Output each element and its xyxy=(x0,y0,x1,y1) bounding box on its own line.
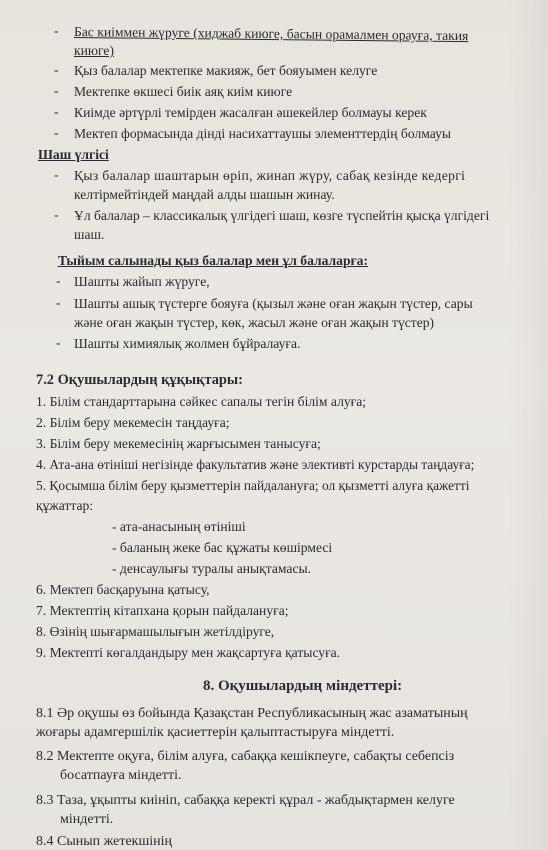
uniform-item-2: Қыз балалар мектепке макияж, бет бояуымен келуге xyxy=(74,63,378,78)
duties-item-1: 8.1 Әр оқушы өз бойында Қазақстан Республикасының жас азаматының xyxy=(36,706,468,721)
duties-item-1-cont: жоғары адамгершілік қасиеттерін қалыптастыруға міндетті. xyxy=(36,725,395,740)
rights-item-8: 8. Өзінің шығармашылығын жетілдіруге, xyxy=(36,624,275,639)
bullet-dash: - xyxy=(54,104,59,119)
rights-item-5-cont: құжаттар: xyxy=(36,498,94,513)
forbidden-item-1: Шашты жайып жүруге, xyxy=(74,274,210,289)
duties-item-3: 8.3 Таза, ұқыпты киініп, сабаққа керекті құрал - жабдықтармен келуге xyxy=(36,793,455,808)
bullet-dash: - xyxy=(54,83,59,98)
forbidden-item-3: Шашты химиялық жолмен бұйралауға. xyxy=(74,336,301,351)
duties-item-2-cont: босатпауға міндетті. xyxy=(60,768,182,783)
forbidden-heading: Тыйым салынады қыз балалар мен ұл балаларға: xyxy=(58,253,369,268)
uniform-item-1-cont: киюге) xyxy=(74,43,114,58)
hair-item-1-cont: келтірмейтіндей маңдай алды шашын жинау. xyxy=(74,187,335,202)
bullet-dash: - xyxy=(54,62,59,77)
bullet-dash: - xyxy=(54,167,59,182)
rights-item-6: 6. Мектеп басқаруына қатысу, xyxy=(36,582,210,597)
rights-item-3: 3. Білім беру мекемесінің жарғысымен танысуға; xyxy=(36,436,321,451)
rights-item-1: 1. Білім стандарттарына сәйкес сапалы тегін білім алуға; xyxy=(36,394,367,409)
bullet-dash: - xyxy=(56,295,61,310)
uniform-item-1: Бас киіммен жүруге (хиджаб киюге, басын орамалмен орауға, такия xyxy=(73,24,469,44)
uniform-item-5: Мектеп формасында дінді насихаттаушы элементтердің болмауы xyxy=(74,126,452,141)
rights-item-2: 2. Білім беру мекемесін таңдауға; xyxy=(36,415,230,430)
duties-item-3-cont: міндетті. xyxy=(60,812,114,827)
bullet-dash: - xyxy=(54,207,59,222)
forbidden-item-2-cont: және оған жақын түстер, көк, жасыл және оған жақын түстер) xyxy=(74,315,435,330)
hair-item-2: Ұл балалар – классикалық үлгідегі шаш, көзге түспейтін қысқа үлгідегі xyxy=(74,208,490,223)
rights-heading: 7.2 Оқушылардың құқықтары: xyxy=(36,372,243,388)
rights-item-7: 7. Мектептің кітапхана қорын пайдалануға; xyxy=(36,603,289,618)
rights-item-4: 4. Ата-ана өтініші негізінде факультатив және элективті курстарды таңдауға; xyxy=(36,457,475,472)
forbidden-item-2: Шашты ашық түстерге бояуға (қызыл және оған жақын түстер, сары xyxy=(74,296,473,311)
page-edge-shadow xyxy=(508,0,548,850)
rights-doc-1: - ата-анасының өтініші xyxy=(112,519,246,534)
duties-item-2: 8.2 Мектепте оқуға, білім алуға, сабаққа кешікпеуге, сабақты себепсіз xyxy=(36,749,455,764)
rights-doc-2: - баланың жеке бас құжаты көшірмесі xyxy=(112,540,333,555)
hair-item-2-cont: шаш. xyxy=(74,227,105,242)
rights-doc-3: - денсаулығы туралы анықтамасы. xyxy=(112,561,312,576)
rights-item-5: 5. Қосымша білім беру қызметтерін пайдалануға; ол қызметті алуға қажетті xyxy=(36,478,470,493)
uniform-item-3: Мектепке өкшесі биік аяқ киім киюге xyxy=(74,84,293,99)
rights-item-9: 9. Мектепті көгалдандыру мен жақсартуға қатысуға. xyxy=(36,645,341,660)
uniform-item-4: Киімде әртүрлі темірден жасалған әшекейлер болмауы керек xyxy=(74,105,427,120)
duties-heading: 8. Оқушылардың міндеттері: xyxy=(203,678,403,694)
hair-heading: Шаш үлгісі xyxy=(38,147,109,162)
bullet-dash: - xyxy=(56,273,61,288)
duties-item-4: 8.4 Сынып жетекшінің xyxy=(36,834,173,849)
bullet-dash: - xyxy=(56,335,61,350)
hair-item-1: Қыз балалар шаштарын өріп, жинап жүру, сабақ кезінде кедергі xyxy=(74,168,466,183)
bullet-dash: - xyxy=(54,23,59,38)
bullet-dash: - xyxy=(54,125,59,140)
